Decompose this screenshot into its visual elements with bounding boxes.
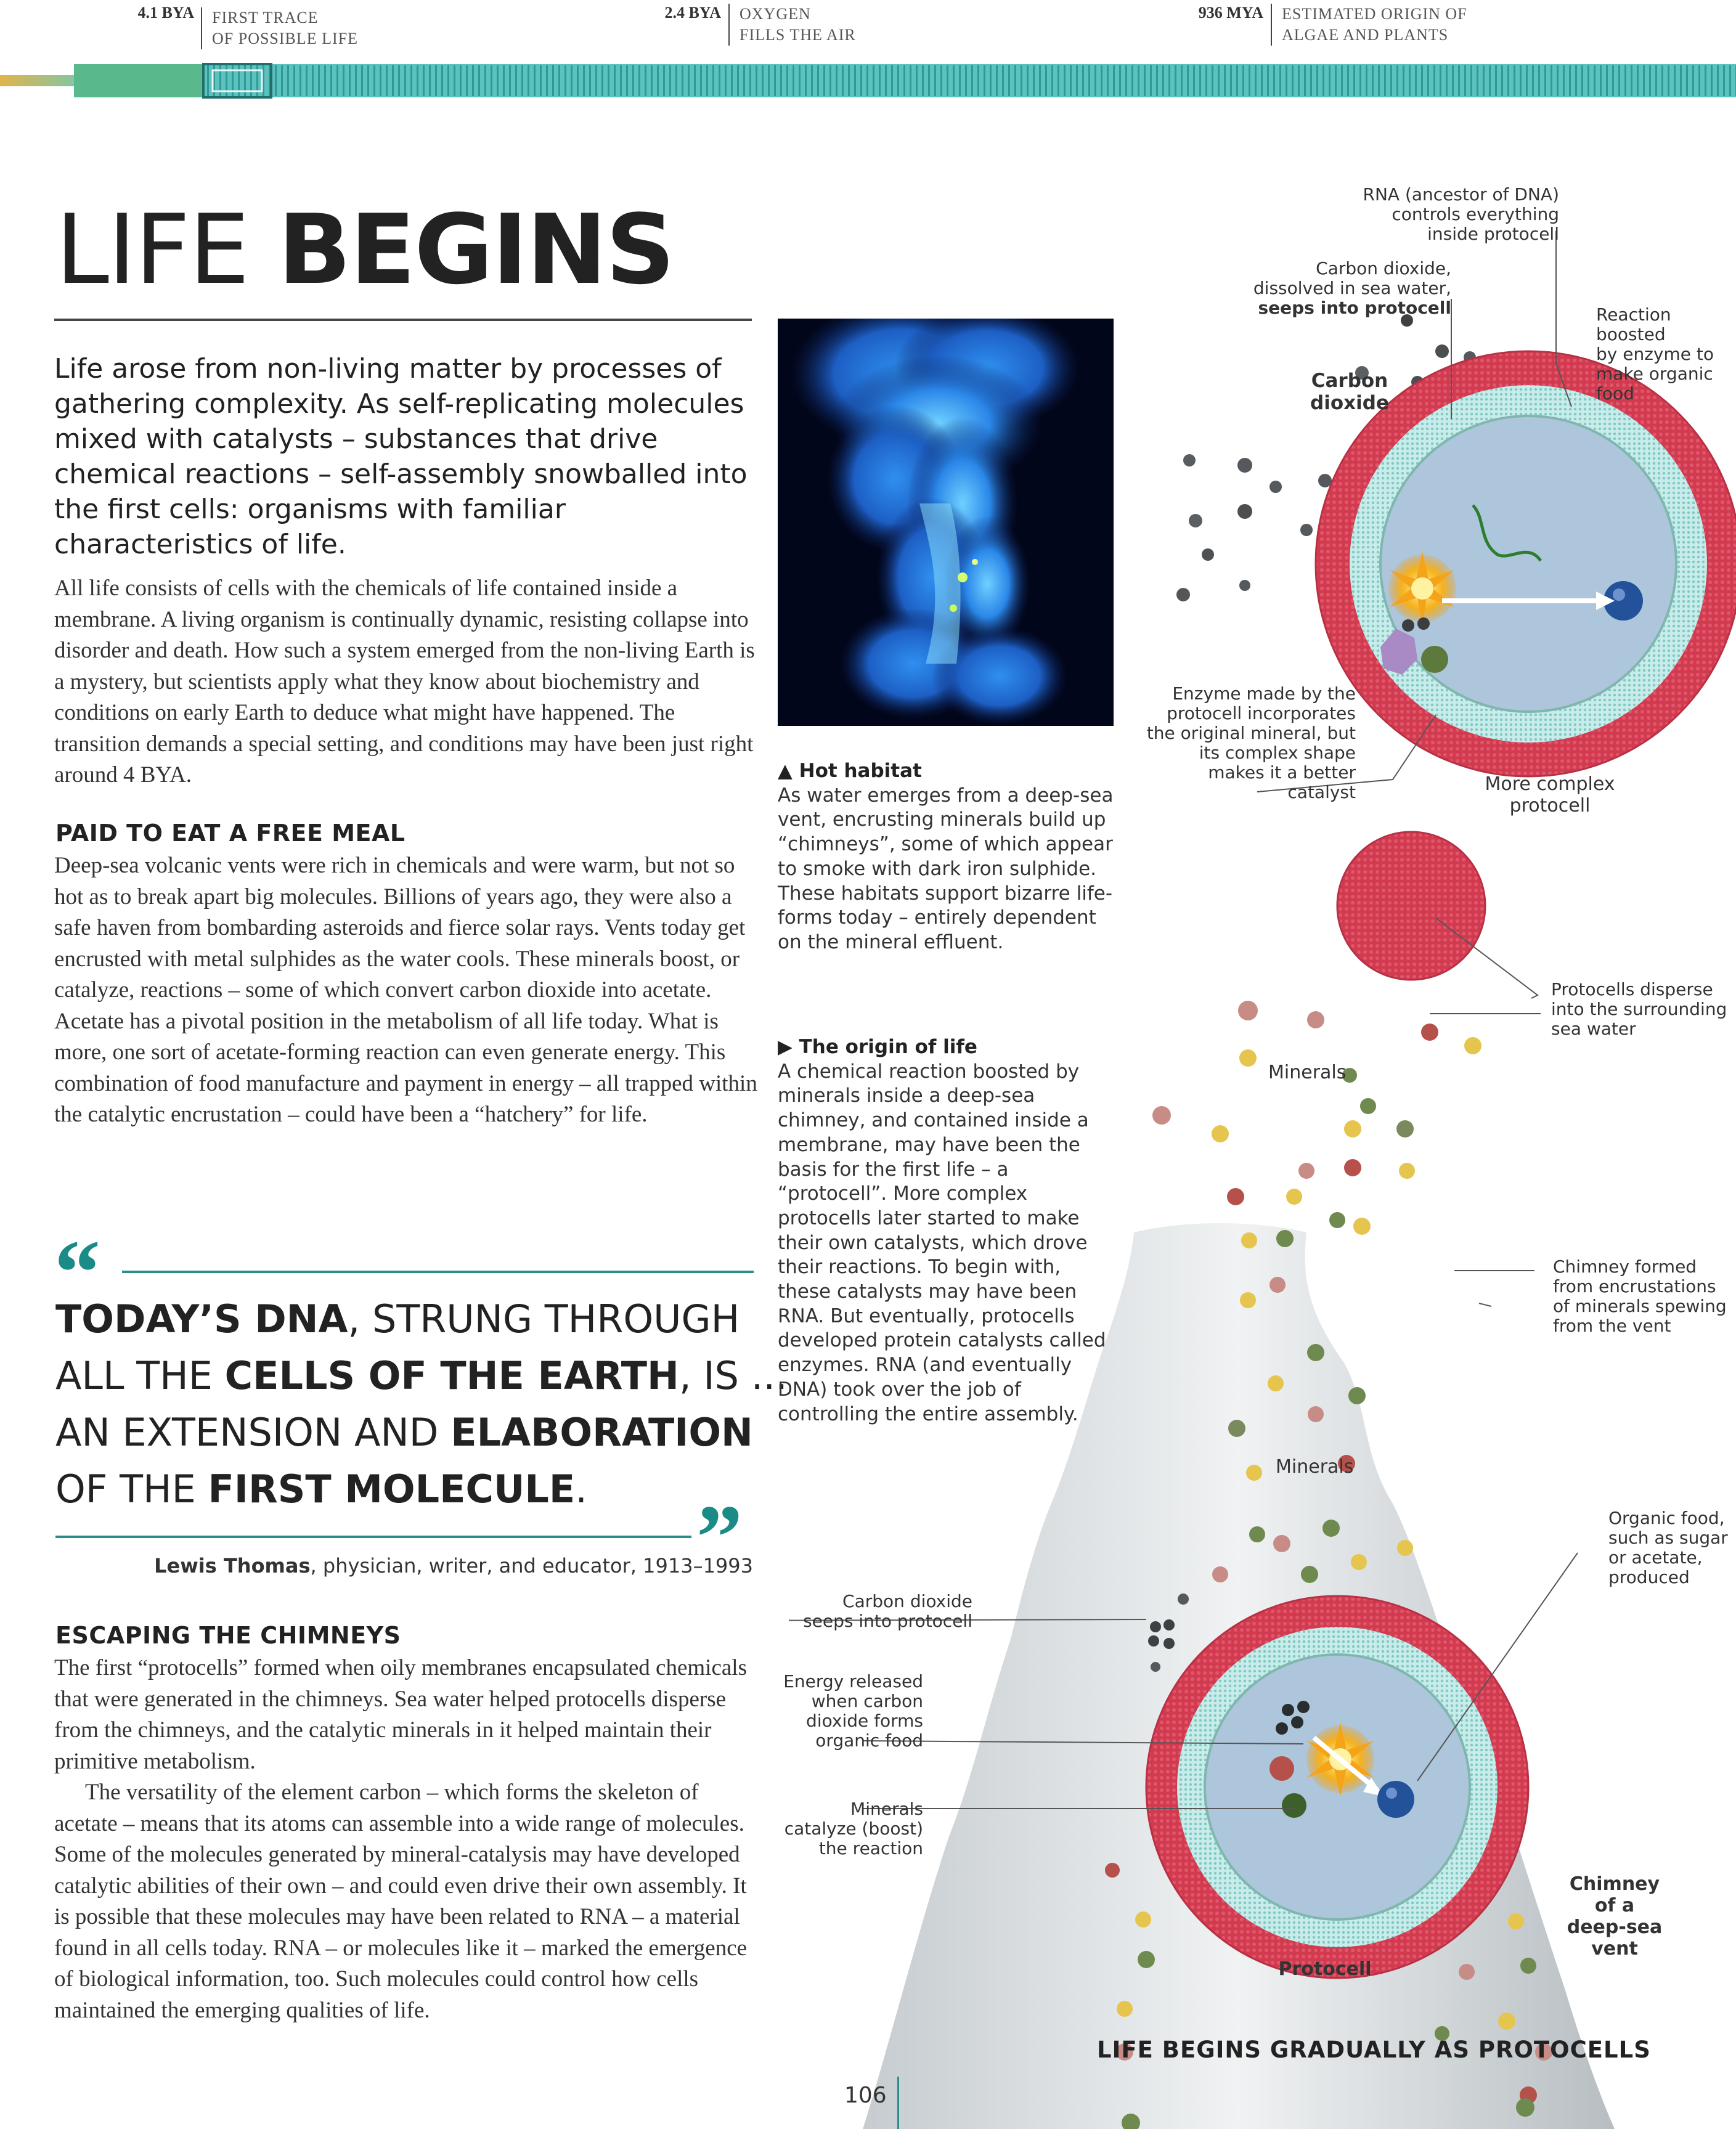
page-number-rule bbox=[897, 2077, 899, 2129]
timeline-label: ESTIMATED ORIGIN OF ALGAE AND PLANTS bbox=[1271, 4, 1467, 46]
quote-light: ALL THE bbox=[55, 1353, 225, 1398]
section-2-text bbox=[54, 1653, 760, 2026]
label-co2-dissolved-text: Carbon dioxide, dissolved in sea water, bbox=[1253, 258, 1451, 298]
body-text: The first “protocells” formed when oily membranes encapsulated chemicals that were generated in the chimneys. Sea water helped protocells disperse from the chimneys, and the catalytic minerals in it helped maintain their primitive metabolism. bbox=[54, 1655, 747, 1774]
title-bold: BEGINS bbox=[277, 193, 674, 306]
label-co2-dissolved-bold: seeps into protocell bbox=[1258, 298, 1451, 318]
protocell-diagram bbox=[789, 111, 1736, 2129]
close-quote-mark: ” bbox=[696, 1486, 743, 1589]
quote-light: OF THE bbox=[55, 1467, 208, 1512]
page-number: 106 bbox=[844, 2083, 887, 2108]
caption-heading: ▲ Hot habitat bbox=[778, 760, 922, 782]
timeline-date: 936 MYA bbox=[1198, 4, 1263, 22]
timeline-label: OXYGEN FILLS THE AIR bbox=[728, 4, 856, 46]
section-heading: PAID TO EAT A FREE MEAL bbox=[55, 820, 405, 847]
section-heading: ESCAPING THE CHIMNEYS bbox=[55, 1622, 401, 1649]
label-chimney-formed: Chimney formed from encrustations of minerals spewing from the vent bbox=[1553, 1256, 1727, 1336]
quote-author: Lewis Thomas bbox=[154, 1554, 311, 1577]
quote-light: , IS ... bbox=[679, 1353, 788, 1398]
pull-quote bbox=[55, 1291, 788, 1518]
timeline-bar bbox=[0, 62, 1736, 100]
body-paragraph-1 bbox=[54, 573, 760, 791]
intro-paragraph: Life arose from non-living matter by processes of gathering complexity. As self-replicating molecules mixed with catalysts – substances that drive chemical reactions – self-assembly snowballed into the first cells: organisms with familiar characteristics of life. bbox=[54, 353, 748, 560]
quote-line-2 bbox=[55, 1348, 788, 1404]
quote-author-desc: , physician, writer, and educator, 1913–1993 bbox=[310, 1554, 753, 1577]
label-reaction-boosted: Reaction boosted by enzyme to make organic food bbox=[1596, 304, 1714, 404]
label-co2-dissolved bbox=[1226, 259, 1451, 318]
label-minerals-top: Minerals bbox=[1268, 1062, 1347, 1083]
label-enzyme: Enzyme made by the protocell incorporates the original mineral, but its complex shape makes it a better catalyst bbox=[1146, 683, 1356, 802]
timeline bbox=[0, 0, 1736, 123]
body-text: Deep-sea volcanic vents were rich in chemicals and were warm, but not so hot as to break apart big molecules. Billions of years ago, they were also a safe haven from bombarding asteroids and fierce solar rays. Vents today get encrusted with metal sulphides as the water cools. These minerals boost, or catalyze, reactions – some of which convert carbon dioxide into acetate. Acetate has a pivotal position in the metabolism of all life today. What is more, one sort of acetate-forming reaction can even generate energy. This combination of food manufacture and payment in energy – all trapped within the catalytic encrustation – could have been a “hatchery” for life. bbox=[54, 853, 757, 1127]
quote-line-1 bbox=[55, 1291, 770, 1348]
label-more-complex: More complex protocell bbox=[1485, 773, 1615, 816]
chimney-protocell bbox=[1146, 1596, 1528, 1978]
label-organic-food: Organic food, such as sugar or acetate, produced bbox=[1608, 1508, 1728, 1587]
timeline-date: 4.1 BYA bbox=[137, 4, 194, 22]
page-title bbox=[55, 193, 674, 306]
label-carbon-dioxide: Carbon dioxide bbox=[1310, 370, 1389, 414]
title-light: LIFE bbox=[55, 193, 278, 306]
label-chimney-vent: Chimney of a deep-sea vent bbox=[1567, 1873, 1663, 1960]
quote-light: , STRUNG THROUGH bbox=[348, 1297, 740, 1341]
label-rna: RNA (ancestor of DNA) controls everything inside protocell bbox=[1363, 184, 1559, 244]
label-co2-seeps: Carbon dioxide seeps into protocell bbox=[803, 1591, 972, 1631]
caption-heading: ▶ The origin of life bbox=[778, 1036, 977, 1058]
quote-attribution bbox=[154, 1554, 753, 1577]
quote-top-rule bbox=[122, 1271, 754, 1273]
quote-bottom-rule bbox=[55, 1536, 691, 1538]
title-divider bbox=[54, 319, 752, 321]
quote-line-3 bbox=[55, 1404, 770, 1461]
diagram-title: LIFE BEGINS GRADUALLY AS PROTOCELLS bbox=[1097, 2037, 1651, 2063]
quote-light: AN EXTENSION AND bbox=[55, 1410, 451, 1455]
timeline-date: 2.4 BYA bbox=[664, 4, 721, 22]
label-minerals-mid: Minerals bbox=[1276, 1456, 1354, 1478]
label-minerals-catalyze: Minerals catalyze (boost) the reaction bbox=[784, 1799, 923, 1858]
open-quote-mark: “ bbox=[54, 1221, 100, 1324]
caption-text: A chemical reaction boosted by minerals inside a deep-sea chimney, and contained inside a membrane, may have been the basis for the first life – a “protocell”. More complex protocells later started to make their own catalysts, which drove their reactions. To begin with, these catalysts may have been RNA. But eventually, protocells developed protein catalysts called enzymes. RNA (and eventually DNA) took over the job of controlling the entire assembly. bbox=[778, 1060, 1106, 1425]
label-protocell: Protocell bbox=[1278, 1958, 1372, 1980]
label-energy-released: Energy released when carbon dioxide forms organic food bbox=[783, 1671, 923, 1751]
quote-light: . bbox=[575, 1467, 587, 1512]
quote-line-4 bbox=[55, 1461, 770, 1518]
section-1-text bbox=[54, 850, 760, 1131]
caption-text: As water emerges from a deep-sea vent, encrusting minerals build up “chimneys”, some of which appear to smoke with dark iron sulphide. These habitats support bizarre life-forms today – entirely dependent on the mineral effluent. bbox=[778, 784, 1114, 953]
quote-bold: CELLS OF THE EARTH bbox=[224, 1353, 679, 1398]
dispersing-protocell bbox=[1337, 832, 1485, 980]
body-text: All life consists of cells with the chemicals of life contained inside a membrane. A living organism is continually dynamic, resisting collapse into disorder and death. How such a system emerged from the non-living Earth is a mystery, but scientists apply what they know about biochemistry and conditions on early Earth to deduce what might have happened. The transition demands a special setting, and conditions may have been just right around 4 BYA. bbox=[54, 576, 755, 788]
complex-protocell bbox=[1314, 351, 1736, 776]
quote-bold: TODAY’S DNA bbox=[55, 1297, 348, 1341]
timeline-label: FIRST TRACE OF POSSIBLE LIFE bbox=[201, 7, 358, 49]
body-text: The versatility of the element carbon – which forms the skeleton of acetate – means that its atoms can assemble into a wide range of molecules. Some of the molecules generated by mineral-catalysis may have developed catalytic abilities of their own – and could even drive their own assembly. It is possible that these molecules may have been related to RNA – a material found in all cells today. RNA – or molecules like it – marked the emergence of biological information, too. Such molecules could control how cells maintained the emerging qualities of life. bbox=[54, 1780, 748, 2023]
label-protocells-disperse: Protocells disperse into the surrounding sea water bbox=[1551, 979, 1727, 1039]
quote-bold: ELABORATION bbox=[450, 1410, 753, 1455]
quote-bold: FIRST MOLECULE bbox=[208, 1467, 576, 1512]
